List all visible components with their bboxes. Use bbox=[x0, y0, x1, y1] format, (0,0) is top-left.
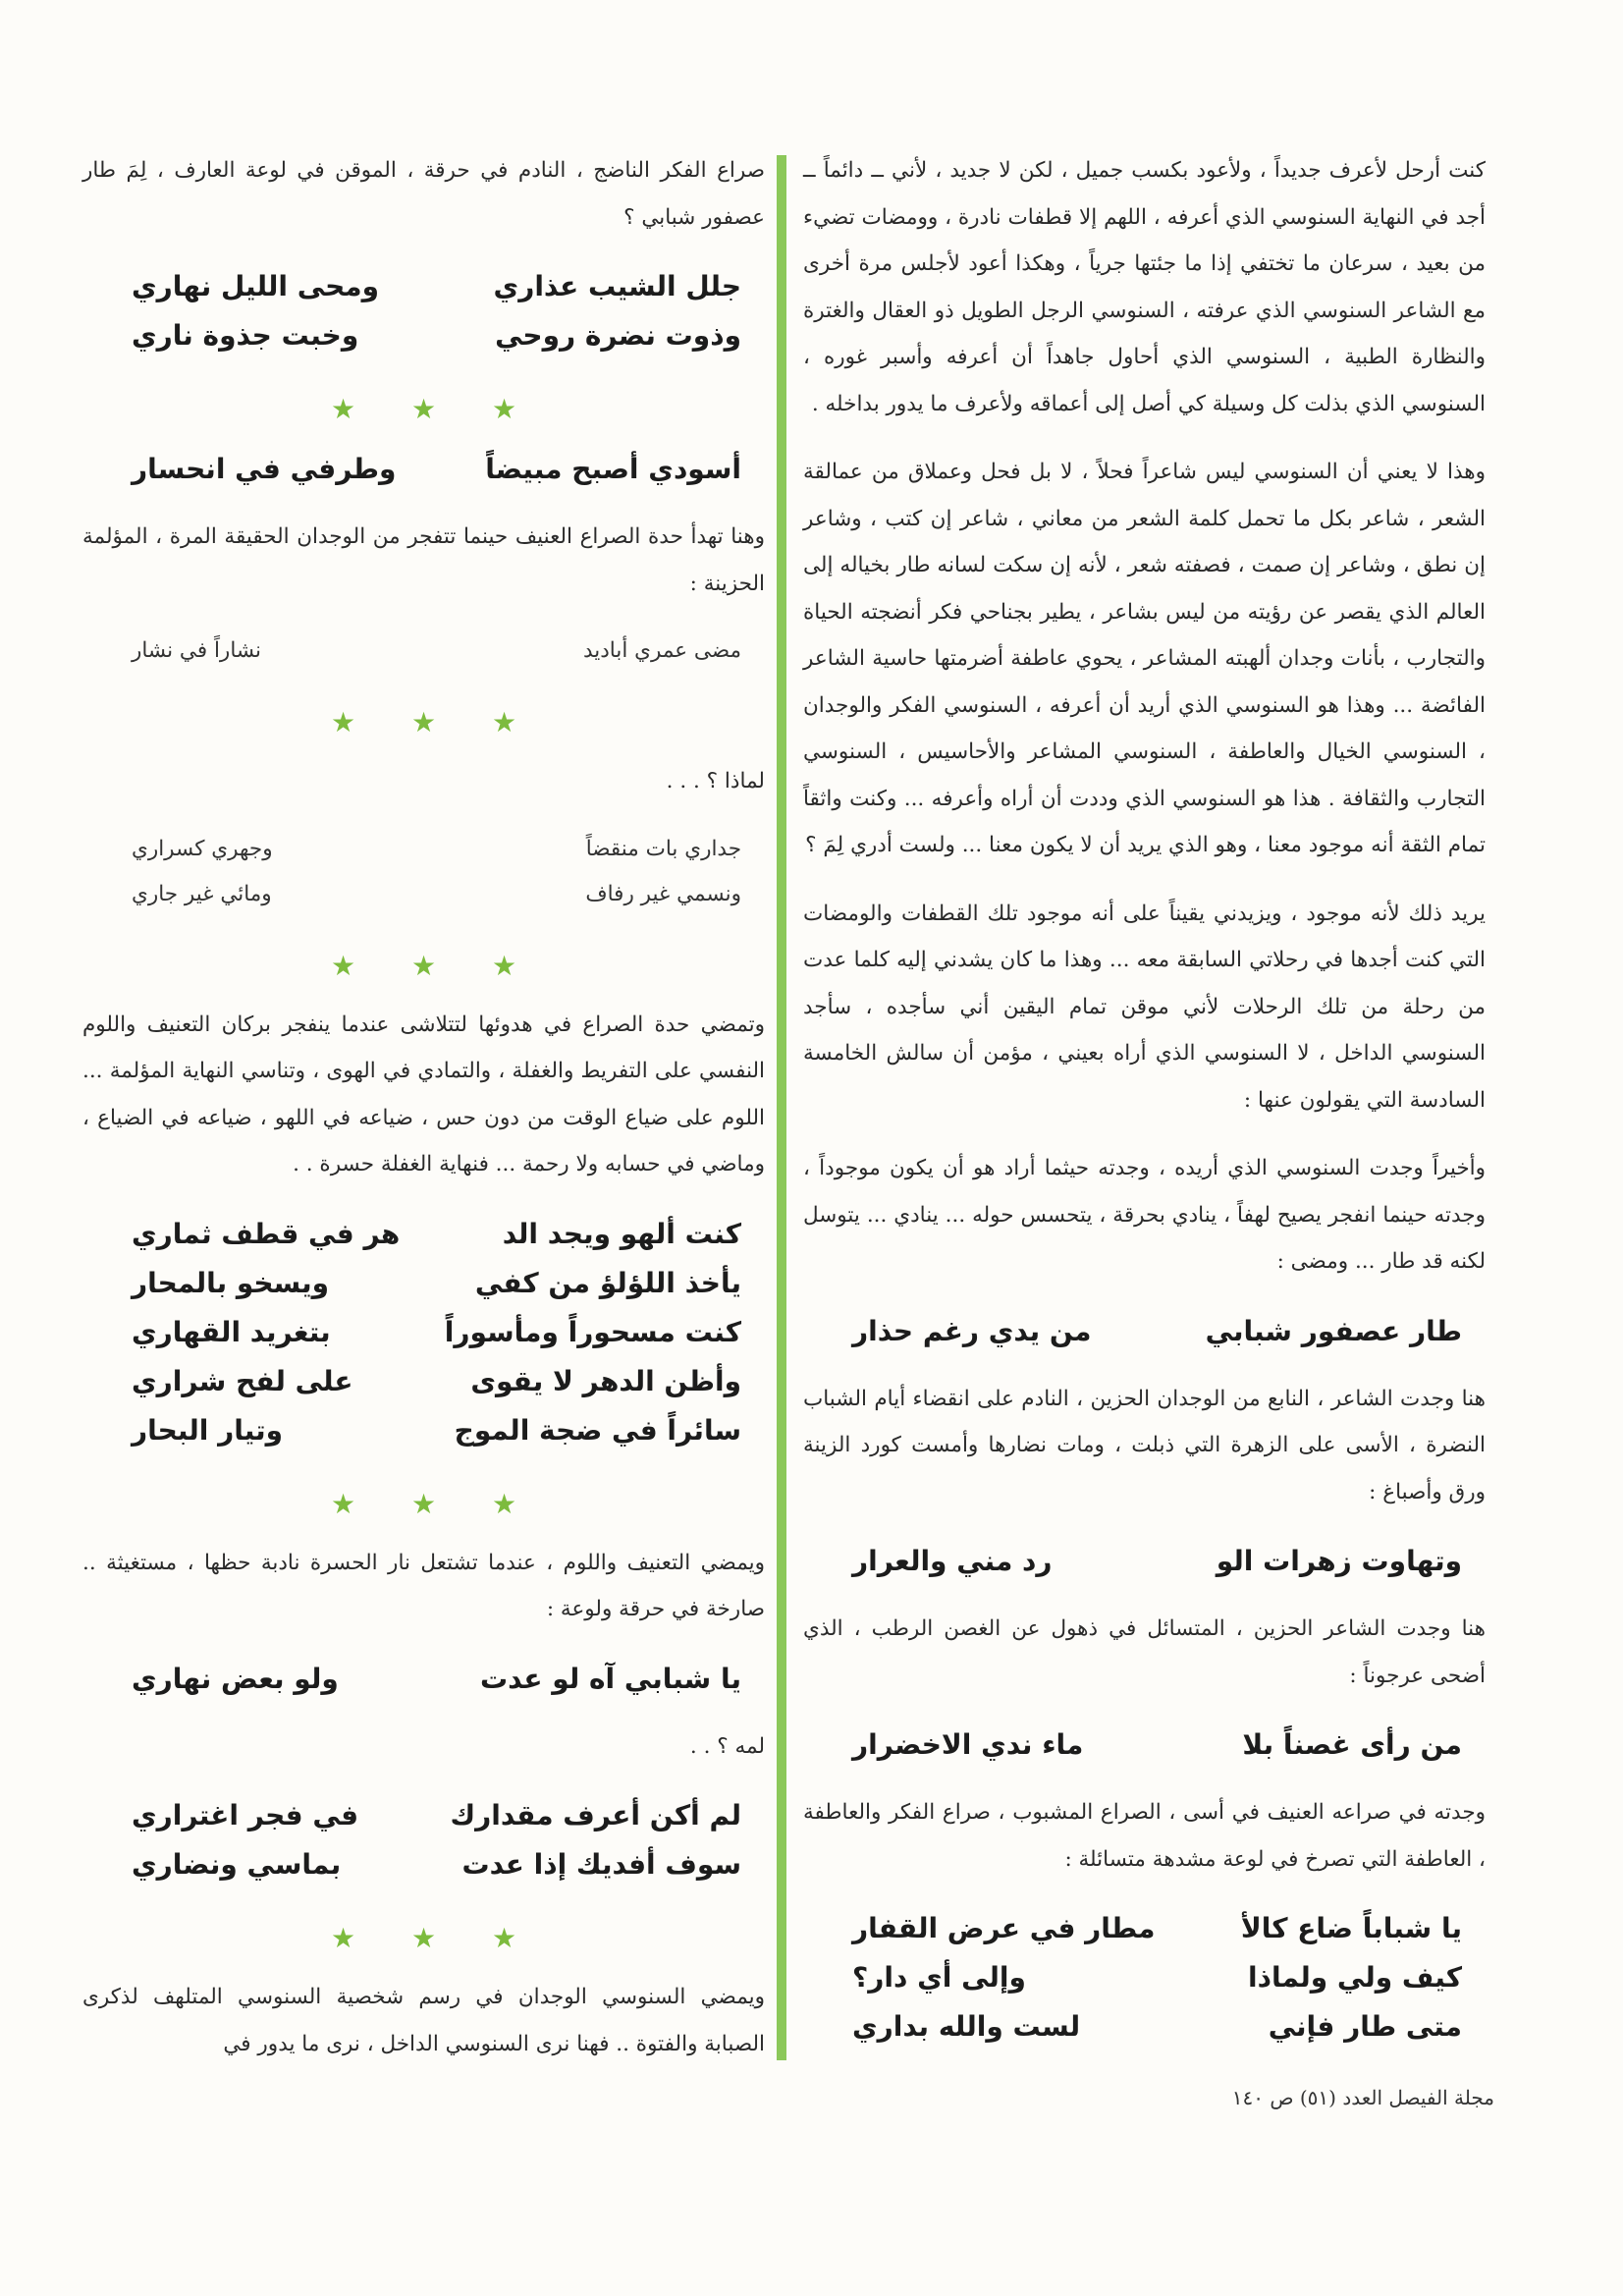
poem-verse-line bbox=[82, 827, 765, 872]
poem-verse-line bbox=[82, 1210, 765, 1259]
poem-verse-block bbox=[82, 827, 765, 917]
verse-first-hemistich: جداري بات منقضاً bbox=[585, 836, 741, 861]
paragraph: وتمضي حدة الصراع في هدوئها لتتلاشى عندما ينفجر بركان التعنيف واللوم النفسي على التفريط والغفلة ، والتمادي في الهوى ، وتناسي النهاية المؤلمة ... اللوم على ضياع الوقت من دون حس ، ضياعه في اللهو ، ضياعه في الضياع ، وماضي في حسابه ولا رحمة ... فنهاية الغفلة حسرة . . bbox=[82, 1011, 765, 1176]
stars-separator: ★ ★ ★ bbox=[330, 1487, 541, 1520]
paragraph: هنا وجدت الشاعر ، النابع من الوجدان الحزين ، النادم على انقضاء أيام الشباب النضرة ، الأسى على الزهرة التي ذبلت ، ومات نضارها وأمست كورد الزينة ورق وأصباغ : bbox=[803, 1386, 1486, 1504]
verse-second-hemistich: ومائي غير جاري bbox=[132, 881, 272, 906]
poem-verse-line bbox=[82, 1259, 765, 1308]
verse-second-hemistich: ويسخو بالمحار bbox=[132, 1266, 330, 1299]
stars-separator: ★ ★ ★ bbox=[330, 706, 541, 738]
verse-second-hemistich: ماء ندي الاخضرار bbox=[852, 1728, 1084, 1761]
verse-first-hemistich: كنت مسحوراً ومأسوراً bbox=[444, 1315, 741, 1348]
poem-verse-block bbox=[82, 1655, 765, 1704]
poem-verse-line bbox=[82, 1308, 765, 1357]
paragraph: وجدته في صراعه العنيف في أسى ، الصراع المشبوب ، صراع الفكر والعاطفة ، العاطفة التي تصرخ في لوعة مشدهة متسائلة : bbox=[803, 1800, 1486, 1872]
poem-verse-block bbox=[82, 445, 765, 494]
verse-second-hemistich: من يدي رغم حذار bbox=[852, 1314, 1092, 1347]
poem-verse-block bbox=[803, 1307, 1486, 1356]
verse-first-hemistich: وتهاوت زهرات الو bbox=[1216, 1545, 1462, 1577]
verse-second-hemistich: ولو بعض نهاري bbox=[132, 1662, 339, 1695]
verse-first-hemistich: متى طار فإني bbox=[1268, 2010, 1462, 2043]
paragraph: ويمضي السنوسي الوجدان في رسم شخصية السنوسي المتلهف لذكرى الصبابة والفتوة .. فهنا نرى السنوسي الداخل ، نرى ما يدور في bbox=[82, 1985, 765, 2056]
poem-verse-line bbox=[803, 1721, 1486, 1770]
verse-second-hemistich: مطار في عرض القفار bbox=[852, 1912, 1156, 1944]
verse-first-hemistich: يا شباباً ضاع كالأ bbox=[1240, 1912, 1462, 1944]
verse-first-hemistich: من رأى غصناً بلا bbox=[1242, 1728, 1462, 1761]
verse-first-hemistich: لم أكن أعرف مقدارك bbox=[450, 1799, 741, 1831]
verse-second-hemistich: وخبت جذوة ناري bbox=[132, 319, 359, 352]
verse-first-hemistich: مضى عمري أباديد bbox=[582, 638, 741, 663]
poem-verse-block bbox=[82, 1210, 765, 1455]
verse-first-hemistich: يأخذ اللؤلؤ من كفي bbox=[474, 1266, 741, 1299]
poem-verse-line bbox=[82, 1406, 765, 1455]
stars-separator: ★ ★ ★ bbox=[330, 1922, 541, 1954]
poem-verse-line bbox=[82, 311, 765, 360]
verse-second-hemistich: وطرفي في انحسار bbox=[132, 453, 397, 485]
column-divider bbox=[777, 155, 786, 2060]
verse-first-hemistich: يا شبابي آه لو عدت bbox=[480, 1662, 741, 1695]
poem-verse-line bbox=[82, 445, 765, 494]
poem-verse-block bbox=[82, 1791, 765, 1889]
paragraph: لماذا ؟ . . . bbox=[666, 769, 765, 793]
poem-verse-line bbox=[82, 872, 765, 917]
paragraph: وأخيراً وجدت السنوسي الذي أريده ، وجدته حيثما أراد هو أن يكون موجوداً ، وجدته حينما انفجر يصيح لهفاً ، ينادي بحرقة ، يتحسس حوله ... ينادي ... يتوسل لكنه قد طار ... ومضى : bbox=[803, 1156, 1486, 1274]
paragraph: وهذا لا يعني أن السنوسي ليس شاعراً فحلاً ، لا بل فحل وعملاق من عمالقة الشعر ، شاعر بكل ما تحمل كلمة الشعر من معاني ، شاعر إن كتب ، وشاعر إن نطق ، وشاعر إن صمت ، فصفته شعر ، لأنه إن سكت لسانه طار بخياله إلى العالم الذي يقصر عن رؤيته من ليس بشاعر ، يطير بجناحي فكر أنضجته الحياة والتجارب ، بأنات وجدان ألهبته المشاعر ، يحوي عاطفة أضرمتها حاسية الشاعر الفائضة ... وهذا هو السنوسي الذي أريد أن أعرفه ، السنوسي الفكر والوجدان ، السنوسي الخيال والعاطفة ، السنوسي المشاعر والأحاسيس ، السنوسي التجارب والثقافة . هذا هو السنوسي الذي وددت أن أراه وأعرفه ... وكنت واثقاً تمام الثقة أنه موجود معنا ، وهو الذي يريد أن لا يكون معنا ... ولست أدري لِمَ ؟ bbox=[803, 460, 1486, 857]
poem-verse-block bbox=[82, 629, 765, 674]
paragraph: يريد ذلك لأنه موجود ، ويزيدني يقيناً على أنه موجود تلك القطفات والومضات التي كنت أجدها في رحلاتي السابقة معه ... وهذا ما كان يشدني إليه كلما عدت من رحلة من تلك الرحلات لأني موقن تمام اليقين أني سأجده ، سأجد السنوسي الداخل ، لا السنوسي الذي أراه بعيني ، مؤمن أن سالش الخامسة السادسة التي يقولون عنها : bbox=[803, 901, 1486, 1113]
verse-second-hemistich: في فجر اغتراري bbox=[132, 1799, 359, 1831]
poem-verse-line bbox=[803, 2002, 1486, 2051]
poem-verse-line bbox=[803, 1537, 1486, 1586]
stars-separator: ★ ★ ★ bbox=[330, 393, 541, 425]
verse-first-hemistich: جلل الشيب عذاري bbox=[493, 270, 741, 302]
verse-second-hemistich: نشاراً في نشار bbox=[132, 638, 262, 663]
verse-second-hemistich: وإلى أي دار؟ bbox=[852, 1961, 1026, 1994]
poem-verse-line bbox=[82, 262, 765, 311]
verse-second-hemistich: على لفح شراري bbox=[132, 1364, 353, 1397]
verse-second-hemistich: بتغريد القهاري bbox=[132, 1315, 331, 1348]
verse-first-hemistich: سائراً في ضجة الموج bbox=[454, 1413, 741, 1447]
poem-verse-line bbox=[803, 1307, 1486, 1356]
paragraph: هنا وجدت الشاعر الحزين ، المتسائل في ذهول عن الغصن الرطب ، الذي أضحى عرجوناً : bbox=[803, 1616, 1486, 1688]
verse-first-hemistich: طار عصفور شبابي bbox=[1205, 1314, 1462, 1347]
paragraph: ويمضي التعنيف واللوم ، عندما تشتعل نار الحسرة نادبة حظها ، مستغيثة .. صارخة في حرقة ولوعة : bbox=[82, 1550, 765, 1621]
poem-verse-line bbox=[803, 1904, 1486, 1953]
poem-verse-line bbox=[82, 1655, 765, 1704]
paragraph: كنت أرحل لأعرف جديداً ، ولأعود بكسب جميل ، لكن لا جديد ، لأني ــ دائماً ــ أجد في النهاية السنوسي الذي أعرفه ، اللهم إلا قطفات نادرة ، وومضات تضيء من بعيد ، سرعان ما تختفي إذا ما جئتها جرياً ، وهكذا أعود لأجلس مرة أخرى مع الشاعر السنوسي الذي عرفته ، السنوسي الرجل الطويل ذو العقال والغترة والنظارة الطبية ، السنوسي الذي أحاول جاهداً أن أعرفه وأسبر غوره ، السنوسي الذي بذلت كل وسيلة كي أصل إلى أعماقه ولأعرف ما يدور بداخله . bbox=[803, 158, 1486, 416]
verse-first-hemistich: وأظن الدهر لا يقوى bbox=[470, 1364, 741, 1397]
verse-second-hemistich: وجهري كسراري bbox=[132, 836, 273, 861]
paragraph: لمه ؟ . . bbox=[689, 1733, 765, 1759]
poem-verse-line bbox=[82, 1791, 765, 1840]
verse-second-hemistich: رد مني والعرار bbox=[852, 1545, 1053, 1577]
verse-second-hemistich: وتيار البحار bbox=[132, 1413, 284, 1447]
verse-first-hemistich: سوف أفديك إذا عدت bbox=[461, 1848, 741, 1881]
paragraph: وهنا تهدأ حدة الصراع العنيف حينما تتفجر من الوجدان الحقيقة المرة ، المؤلمة الحزينة : bbox=[82, 524, 765, 596]
left-column bbox=[82, 147, 765, 2089]
poem-verse-line bbox=[82, 1357, 765, 1406]
poem-verse-block bbox=[803, 1537, 1486, 1586]
right-column bbox=[803, 147, 1486, 2071]
verse-second-hemistich: لست والله بداري bbox=[852, 2010, 1081, 2043]
verse-second-hemistich: بماسي ونضاري bbox=[132, 1848, 342, 1881]
poem-verse-block bbox=[82, 262, 765, 360]
stars-separator: ★ ★ ★ bbox=[330, 949, 541, 982]
verse-first-hemistich: وذوت نضرة روحي bbox=[495, 319, 741, 352]
poem-verse-line bbox=[82, 1840, 765, 1889]
verse-first-hemistich: كيف ولي ولماذا bbox=[1248, 1961, 1462, 1994]
poem-verse-block bbox=[803, 1721, 1486, 1770]
verse-first-hemistich: ونسمي غير رفاف bbox=[585, 881, 741, 906]
verse-second-hemistich: هر في قطف ثماري bbox=[132, 1217, 401, 1250]
paragraph: صراع الفكر الناضج ، النادم في حرقة ، الموقن في لوعة العارف ، لِمَ طار عصفور شبابي ؟ bbox=[82, 158, 765, 230]
verse-first-hemistich: كنت ألهو ويجد الد bbox=[502, 1217, 741, 1250]
poem-verse-line bbox=[82, 629, 765, 674]
poem-verse-block bbox=[803, 1904, 1486, 2051]
verse-first-hemistich: أسودي أصبح مبيضاً bbox=[485, 453, 741, 485]
page-footer: مجلة الفيصل العدد (٥١) ص ١٤٠ bbox=[1231, 2086, 1494, 2109]
verse-second-hemistich: ومحى الليل نهاري bbox=[132, 270, 379, 302]
poem-verse-line bbox=[803, 1953, 1486, 2002]
